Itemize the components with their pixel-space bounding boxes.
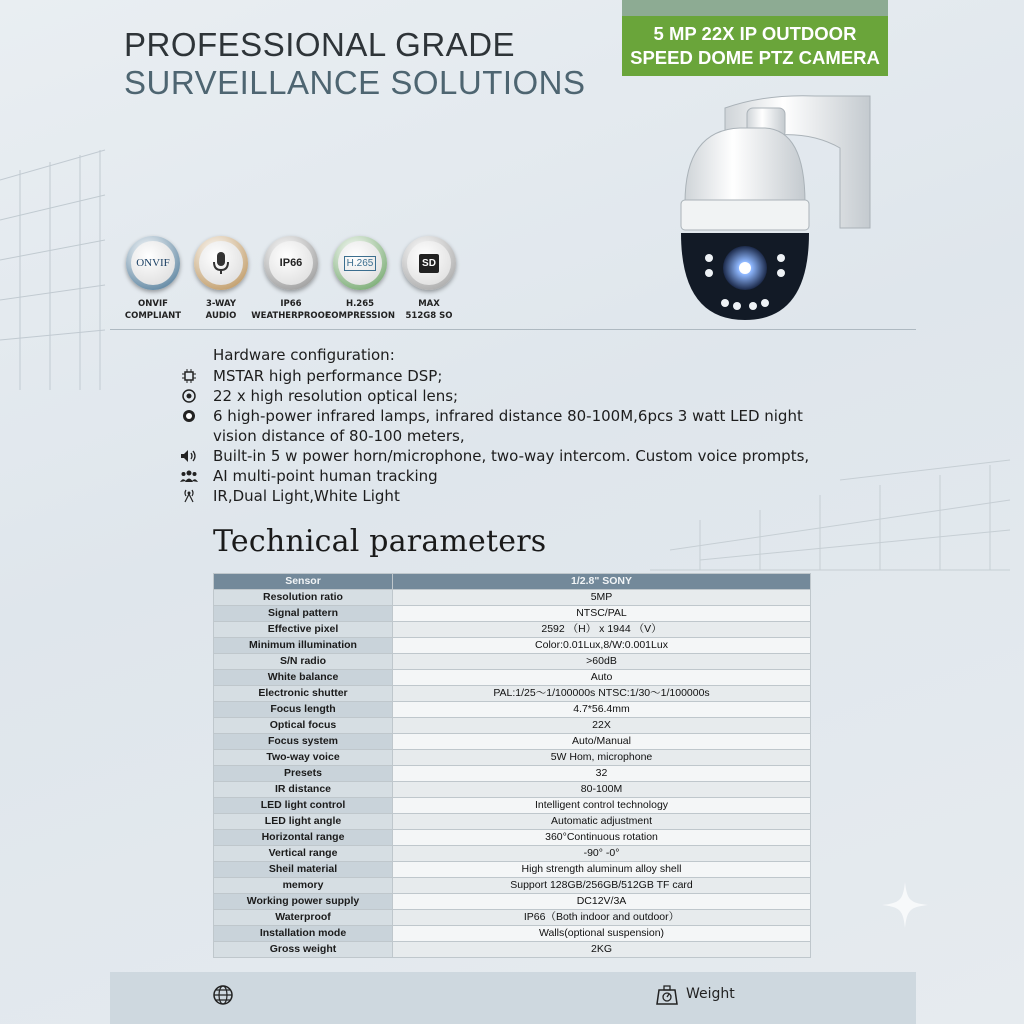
sparkle-icon	[880, 880, 930, 930]
people-icon	[180, 468, 198, 484]
feature-label-audio: 3-WAY AUDIO	[205, 299, 237, 321]
table-row	[214, 702, 811, 718]
param-value: DC12V/3A	[393, 894, 811, 910]
h265-badge-text: H.265	[344, 256, 377, 271]
table-row	[214, 910, 811, 926]
background-sketch-left	[0, 140, 110, 400]
param-name: White balance	[214, 670, 393, 686]
table-row	[214, 782, 811, 798]
param-name: Sheil material	[214, 862, 393, 878]
param-value: PAL:1/25～1/100000s NTSC:1/30～1/100000s	[393, 686, 811, 702]
param-value: 22X	[393, 718, 811, 734]
hardware-item	[180, 466, 820, 486]
ptz-camera-image	[665, 88, 880, 328]
param-name: Presets	[214, 766, 393, 782]
param-value: 1/2.8" SONY	[393, 574, 811, 590]
feature-label-ip66: IP66 WEATHERPROOF	[251, 299, 331, 321]
globe-icon	[212, 984, 234, 1010]
hardware-item	[180, 406, 820, 446]
table-row	[214, 926, 811, 942]
param-value: 360°Continuous rotation	[393, 830, 811, 846]
param-name: S/N radio	[214, 654, 393, 670]
weight-label: Weight	[686, 986, 735, 1002]
table-row	[214, 638, 811, 654]
param-name: Vertical range	[214, 846, 393, 862]
table-row	[214, 830, 811, 846]
param-value: Walls(optional suspension)	[393, 926, 811, 942]
ip66-badge-text: IP66	[279, 257, 303, 269]
param-value: 5MP	[393, 590, 811, 606]
param-value: Auto	[393, 670, 811, 686]
table-row	[214, 606, 811, 622]
feature-label-sd-card: MAX 512G8 SO	[405, 299, 453, 321]
table-row	[214, 894, 811, 910]
chip-icon	[180, 368, 198, 384]
sd-badge-text: SD	[419, 254, 439, 273]
param-name: Focus length	[214, 702, 393, 718]
param-value: Auto/Manual	[393, 734, 811, 750]
param-value: 2592 （H） x 1944 （V）	[393, 622, 811, 638]
param-name: Electronic shutter	[214, 686, 393, 702]
hardware-item-text: AI multi-point human tracking	[213, 467, 438, 485]
param-name: Focus system	[214, 734, 393, 750]
param-name: Installation mode	[214, 926, 393, 942]
param-name: LED light control	[214, 798, 393, 814]
param-value: Color:0.01Lux,8/W:0.001Lux	[393, 638, 811, 654]
param-value: 2KG	[393, 942, 811, 958]
onvif-badge-text: ONVIF	[136, 257, 170, 269]
param-value: High strength aluminum alloy shell	[393, 862, 811, 878]
hardware-item	[180, 366, 820, 386]
param-name: Signal pattern	[214, 606, 393, 622]
table-row	[214, 798, 811, 814]
param-value: -90° -0°	[393, 846, 811, 862]
footer-bar	[110, 972, 916, 1024]
hardware-list	[180, 366, 820, 506]
param-name: Sensor	[214, 574, 393, 590]
table-row	[214, 670, 811, 686]
weight-scale-icon	[655, 982, 679, 1010]
section-divider	[110, 329, 916, 330]
hardware-item-text: 22 x high resolution optical lens;	[213, 387, 459, 405]
hardware-item-text: Built-in 5 w power horn/microphone, two-way intercom. Custom voice prompts,	[213, 447, 810, 465]
param-name: Two-way voice	[214, 750, 393, 766]
infrared-icon	[180, 408, 198, 424]
table-row	[214, 686, 811, 702]
param-value: Automatic adjustment	[393, 814, 811, 830]
table-row	[214, 622, 811, 638]
banner-line-1: 5 MP 22X IP OUTDOOR	[653, 23, 857, 44]
antenna-icon	[180, 488, 198, 504]
param-value: NTSC/PAL	[393, 606, 811, 622]
param-value: 4.7*56.4mm	[393, 702, 811, 718]
param-value: 80-100M	[393, 782, 811, 798]
product-banner-text	[622, 16, 888, 76]
table-row	[214, 654, 811, 670]
hardware-item-text: 6 high-power infrared lamps, infrared distance 80-100M,6pcs 3 watt LED night vision distance of 80-100 meters,	[213, 407, 803, 445]
page-title: PROFESSIONAL GRADE	[124, 26, 516, 63]
feature-label-h265: H.265 COMPRESSION	[325, 299, 395, 321]
table-row	[214, 846, 811, 862]
technical-parameters-table	[213, 573, 811, 958]
table-row	[214, 734, 811, 750]
hardware-item-text: MSTAR high performance DSP;	[213, 367, 443, 385]
table-row	[214, 574, 811, 590]
hardware-item	[180, 386, 820, 406]
param-name: Working power supply	[214, 894, 393, 910]
param-value: Intelligent control technology	[393, 798, 811, 814]
hardware-item	[180, 446, 820, 466]
table-row	[214, 718, 811, 734]
param-name: Optical focus	[214, 718, 393, 734]
param-name: Horizontal range	[214, 830, 393, 846]
param-name: Effective pixel	[214, 622, 393, 638]
hardware-item-text: IR,Dual Light,White Light	[213, 487, 400, 505]
table-row	[214, 590, 811, 606]
lens-icon	[180, 388, 198, 404]
param-name: Waterproof	[214, 910, 393, 926]
technical-parameters-title: Technical parameters	[213, 524, 547, 559]
speaker-icon	[180, 448, 198, 464]
hardware-item	[180, 486, 820, 506]
table-row	[214, 814, 811, 830]
sd-card-badge	[402, 236, 456, 290]
table-row	[214, 942, 811, 958]
param-name: memory	[214, 878, 393, 894]
param-name: LED light angle	[214, 814, 393, 830]
hardware-heading: Hardware configuration:	[213, 346, 395, 364]
sd-card-icon	[407, 241, 451, 285]
table-row	[214, 878, 811, 894]
product-banner	[622, 0, 888, 76]
banner-line-2: SPEED DOME PTZ CAMERA	[630, 47, 880, 68]
param-value: 5W Hom, microphone	[393, 750, 811, 766]
feature-sd-card	[374, 236, 484, 322]
table-row	[214, 862, 811, 878]
param-name: Minimum illumination	[214, 638, 393, 654]
table-row	[214, 750, 811, 766]
param-name: Gross weight	[214, 942, 393, 958]
param-value: IP66（Both indoor and outdoor）	[393, 910, 811, 926]
param-value: >60dB	[393, 654, 811, 670]
feature-label-onvif: ONVIF COMPLIANT	[124, 299, 182, 321]
param-value: Support 128GB/256GB/512GB TF card	[393, 878, 811, 894]
page-subtitle: SURVEILLANCE SOLUTIONS	[124, 64, 586, 101]
param-value: 32	[393, 766, 811, 782]
param-name: IR distance	[214, 782, 393, 798]
param-name: Resolution ratio	[214, 590, 393, 606]
table-row	[214, 766, 811, 782]
